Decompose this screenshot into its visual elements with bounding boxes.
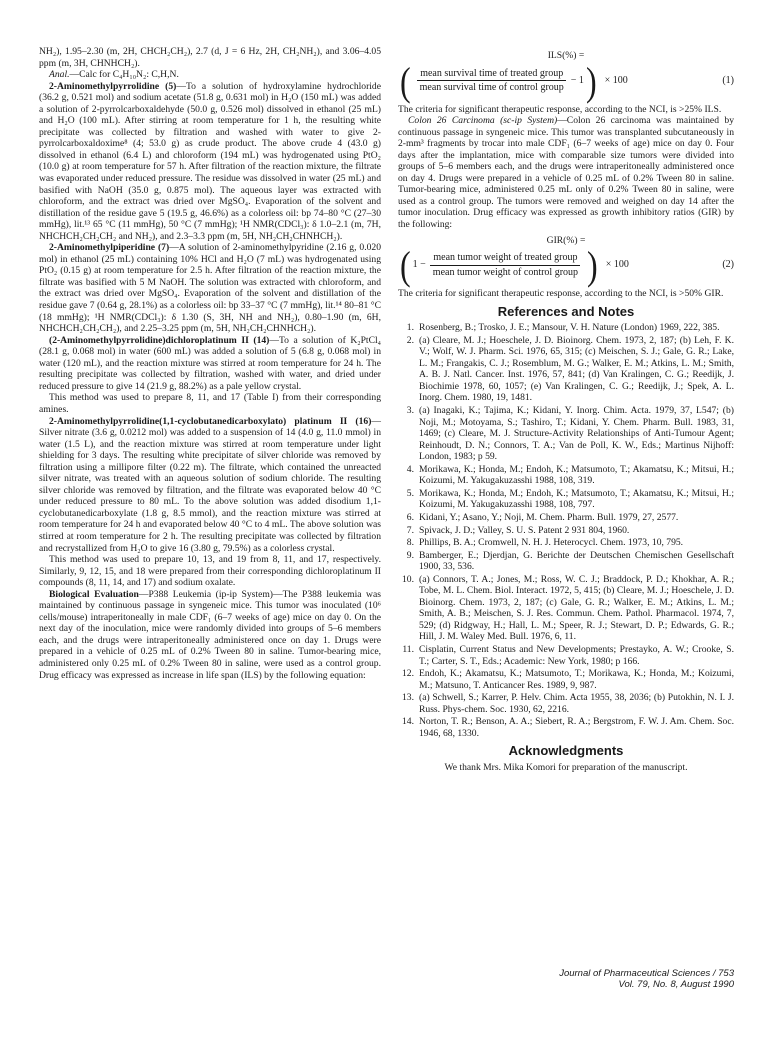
ils-equation-label: ILS(%) = xyxy=(547,50,585,61)
reference-text: Norton, T. R.; Benson, A. A.; Siebert, R. A.; Bergstrom, F. W. J. Am. Chem. Soc. 1946, 68, 1330. xyxy=(419,716,734,739)
gir-equation: ( 1 − $\frac{\text{mean tumor weight of treated group}}{\text{mean tumor weight of control group}}$ ) × 100 (2) xyxy=(400,242,734,288)
reference-number: 6. xyxy=(406,511,414,523)
reference-number: 2. xyxy=(406,334,414,346)
reference-number: 13. xyxy=(402,692,414,704)
gir-times-100: × 100 xyxy=(605,259,629,271)
reference-item xyxy=(398,405,734,463)
paragraph-heading: Biological Evaluation xyxy=(49,588,139,600)
left-column xyxy=(39,46,381,681)
paragraph-body: —A solution of 2-aminomethylpyridine (2.16 g, 0.020 mol) in ethanol (25 mL) containing 10% HCl and H₂O (7 mL) was hydrogenated using PtO₂ (0.15 g) at room temperature for 2.5 h. After filtration of the reaction mixture, the filtrate was basified with 5 M NaOH. The solution was extracted with chloroform, and the extract was dried over MgSO₄. Evaporation of the solvent and distillation of the residue gave 7 (0.64 g, 28.1%) as a colorless oil: bp 33–37 °C (7 mmHg), lit.¹⁴ 80–81 °C (18 mmHg); ¹H NMR(CDCl₃): δ 1.30 (S, 3H, NH and NH₂), 0.80–1.90 (m, 6H, NHCHCH₂CH₂CH₂), and 2.25–3.25 ppm (m, 5H, NH₂CH₂CHNHCH₂). xyxy=(39,242,381,335)
right-text-block-1 xyxy=(398,104,734,231)
reference-item xyxy=(398,537,734,549)
paragraph xyxy=(39,69,381,81)
reference-number: 4. xyxy=(406,463,414,475)
gir-equation-label: GIR(%) = xyxy=(546,234,586,246)
reference-number: 5. xyxy=(406,487,414,499)
reference-text: Morikawa, K.; Honda, M.; Endoh, K.; Matsumoto, T.; Akamatsu, K.; Mitsui, H.; Koizumi, M. Yakugakuzasshi 1988, 108, 319. xyxy=(419,463,734,487)
reference-item xyxy=(398,574,734,643)
reference-number: 11. xyxy=(402,643,414,655)
reference-number: 14. xyxy=(402,716,414,728)
paragraph-heading: Anal. xyxy=(49,69,70,81)
reference-number: 10. xyxy=(402,573,414,585)
references-list xyxy=(398,322,734,739)
ils-denominator: mean survival time of control group xyxy=(419,82,564,94)
paragraph xyxy=(39,589,381,681)
ils-minus-one: − 1 xyxy=(570,74,584,86)
reference-text: Cisplatin, Current Status and New Developments; Prestayko, A. W.; Crooke, S. T.; Carter, S. T., Eds.; Academic: New York, 1980; p 166. xyxy=(419,643,734,667)
reference-number: 3. xyxy=(406,405,414,417)
ils-times-100: × 100 xyxy=(604,74,628,86)
reference-text: Endoh, K.; Akamatsu, K.; Matsumoto, T.; Morikawa, K.; Honda, M.; Koizumi, M.; Matsuno, T. Anticancer Res. 1989, 9, 987. xyxy=(419,668,734,691)
reference-text: Kidani, Y.; Asano, Y.; Noji, M. Chem. Pharm. Bull. 1979, 27, 2577. xyxy=(419,511,679,523)
reference-item xyxy=(398,525,734,537)
paragraph-body: —P388 Leukemia (ip-ip System)—The P388 leukemia was maintained by continuous passage in syngeneic mice. This tumor was inoculated (10⁶ cells/mouse) intraperitoneally in male CDF₁ (6–7 weeks of age) mice on day 0. On the next day of the inoculation, mice were randomly divided into groups of 5–6 members each, and the drugs were intraperitoneally administered once on day 1. Drugs were prepared in a vehicle of 0.25 mL of 0.2% Tween 80 in saline. Tumor-bearing mice, administered only 0.25 mL of 0.2% Tween 80 in saline, were used as a control group. Drug efficacy was expressed as increase in life span (ILS) by the following equation: xyxy=(39,588,381,681)
reference-text: Morikawa, K.; Honda, M.; Endoh, K.; Matsumoto, T.; Akamatsu, K.; Mitsui, H.; Koizumi, M. Yakugakuzasshi 1988, 108, 797. xyxy=(419,487,734,511)
page-footer xyxy=(520,968,734,990)
paragraph xyxy=(39,242,381,334)
gir-numerator: mean tumor weight of treated group xyxy=(430,252,580,266)
ils-fraction xyxy=(417,68,567,94)
gir-criteria: The criteria for significant therapeutic response, according to the NCI, is >50% GIR. xyxy=(398,288,724,300)
reference-item xyxy=(398,464,734,487)
paragraph-body: —Silver nitrate (3.6 g, 0.0212 mol) was added to a suspension of 14 (4.0 g, 11.0 mmol) in water (1.5 L), and the reaction mixture was stirred at room temperature under light shielding for 3 days. The resulting white precipitate of silver chloride was removed by filtration using a millipore filter (0.22 m). The filtrate, which contained the unreacted silver nitrate, was treated with an aqueous solution of sodium chloride. The resulting silver chloride was removed by filtration, and the filtrate was evaporated below 40 °C under reduced pressure to 80 mL. To the above solution was added disodium 1,1-cyclobutanedicarboxylate (1.8 g, 8.5 mmol), and the reaction mixture was stirred at room temperature for 24 h and evaporated below 40 °C to 4 mL. The above solution was stirred at room temperature for 2 h. The resulting precipitate was collected by filtration and recrystallized from H₂O to give 16 (3.80 g, 79.5%) as a colorless crystal. xyxy=(39,415,381,554)
reference-item xyxy=(398,550,734,573)
reference-item xyxy=(398,692,734,715)
gir-equation-number: (2) xyxy=(722,259,734,271)
reference-text: Rosenberg, B.; Trosko, J. E.; Mansour, V. H. Nature (London) 1969, 222, 385. xyxy=(419,322,720,334)
reference-text: Phillips, B. A.; Cromwell, N. H. J. Heterocycl. Chem. 1973, 10, 795. xyxy=(419,537,684,549)
acknowledgments-text: We thank Mrs. Mika Komori for preparation of the manuscript. xyxy=(444,761,688,773)
reference-item xyxy=(398,668,734,691)
reference-number: 8. xyxy=(406,537,414,549)
reference-item xyxy=(398,512,734,524)
paragraph xyxy=(398,115,734,230)
paragraph-body: —To a solution of K₂PtCl₄ (28.1 g, 0.068 mol) in water (600 mL) was added a solution of 5 (6.8 g, 0.068 mol) in water (120 mL), and the reaction mixture was stirred at room temperature for 24 h. The resulting precipitate was collected by filtration, washed with water, and dried under reduced pressure to give 14 (21.9 g, 88.2%) as a pale yellow crystal. xyxy=(39,334,381,392)
paragraph xyxy=(39,81,381,243)
reference-number: 9. xyxy=(406,549,414,561)
paragraph-heading: Colon 26 Carcinoma (sc-ip System) xyxy=(408,115,558,127)
paragraph-heading: 2-Aminomethylpyrrolidine(1,1-cyclobutanedicarboxylato) platinum II (16) xyxy=(49,415,372,427)
ils-equation: ( $\frac{\text{mean survival time of treated group}}{\text{mean survival time of control group}}$ − 1 ) × 100 (1) xyxy=(400,58,734,104)
paragraph xyxy=(39,416,381,555)
references-heading: References and Notes xyxy=(497,303,635,319)
reference-text: Spivack, J. D.; Valley, S. U. S. Patent 2 931 804, 1960. xyxy=(419,524,630,536)
paragraph xyxy=(39,335,381,393)
gir-denominator: mean tumor weight of control group xyxy=(432,266,579,278)
paragraph-heading: 2-Aminomethylpyrrolidine (5) xyxy=(49,80,177,92)
ils-equation-number: (1) xyxy=(722,74,734,86)
reference-number: 7. xyxy=(406,524,414,536)
paragraph: This method was used to prepare 8, 11, and 17 (Table I) from their corresponding amines. xyxy=(39,392,381,415)
reference-item xyxy=(398,335,734,404)
paragraph-body: —Calc for C₄H₁₀N₂: C,H,N. xyxy=(69,69,179,81)
paragraph-heading: 2-Aminomethylpiperidine (7) xyxy=(49,242,170,254)
right-column xyxy=(398,46,734,773)
acknowledgments-heading: Acknowledgments xyxy=(508,743,624,759)
volume-issue: Vol. 79, No. 8, August 1990 xyxy=(618,979,734,990)
reference-text: (a) Schwell, S.; Karrer, P. Helv. Chim. Acta 1955, 38, 2036; (b) Putokhin, N. I. J. Russ. Phys-chem. Soc. 1930, 62, 2216. xyxy=(419,692,734,715)
gir-one-minus: 1 − xyxy=(412,259,426,271)
reference-text: (a) Connors, T. A.; Jones, M.; Ross, W. C. J.; Braddock, P. D.; Khokhar, A. R.; Tobe, M. L. Chem. Biol. Interact. 1972, 5, 415; (b) Cleare, M. J.; Hoeschele, J. D. Bioinorg. Chem. 1973, 2, 187; (c) Gale, G. R.; Walker, E. M.; Atkins, L. M.; Smith, A. B.; Meischen, S. J. Res. Commun. Chem. Pathol. Pharmacol. 1974, 7, 529; (d) Ridgway, H.; Hall, L. M.; Speer, R. J.; Stewart, D. P.; Edwards, G. R.; Hill, J. M. Waley Med. Bull. 1976, 6, 11. xyxy=(419,573,734,643)
ils-numerator: mean survival time of treated group xyxy=(417,68,566,82)
reference-number: 12. xyxy=(402,668,414,680)
paragraph: The criteria for significant therapeutic response, according to the NCI, is >25% ILS. xyxy=(398,103,722,115)
paragraph: NH₂), 1.95–2.30 (m, 2H, CHCH₂CH₂), 2.7 (d, J = 6 Hz, 2H, CH₂NH₂), and 3.06–4.05 ppm (m, 3H, CHNHCH₂). xyxy=(39,46,381,69)
reference-text: (a) Cleare, M. J.; Hoeschele, J. D. Bioinorg. Chem. 1973, 2, 187; (b) Leh, F. K. V.; Wolf, W. J. Pharm. Sci. 1976, 65, 315; (c) Meischen, S. J.; Gale, G. R.; Lake, L. M.; Frangakis, C. J.; Rosemblum, M. G.; Walker, E. M.; Atkins, L. M.; Smith, A. B. J. Natl. Cancer. Inst. 1976, 57, 841; (d) Van Kralingen, C. G.; Reedijk, J. Biochimie 1978, 60, 1057; (e) Van Kralingen, C. G.; Reedijk, J.; Spek, A. L. Inorg. Chem. 1980, 19, 1481. xyxy=(419,334,734,404)
reference-text: Bamberger, E.; Djerdjan, G. Berichte der Deutschen Chemischen Gesellschaft 1900, 33, 536. xyxy=(419,549,734,573)
paragraph-heading: (2-Aminomethylpyrrolidine)dichloroplatinum II (14) xyxy=(49,334,270,346)
paragraph-body: —To a solution of hydroxylamine hydrochloride (36.2 g, 0.521 mol) and sodium acetate (51.8 g, 0.631 mol) in H₂O (150 mL) was added a solution of 2-pyrrolcarboxaldehyde (50.0 g, 0.526 mol) dissolved in ethanol (25 mL) and H₂O (100 mL). After stirring at room temperature for 1 h, the resulting white precipitate was collected by filtration and washed with water to give 2-pyrrolcarboxaldoxime⁸ (4; 53.0 g) as crude product. The above crude 4 (43.0 g) dissolved in ethanol (6.4 L) and chloroform (194 mL) was hydrogenated using PtO₂ (10.0 g) at room temperature for 57 h. After filtration of the reaction mixture, the filtrate was evaporated under reduced pressure. The residue was dissolved in water (25 mL) and basified with NaOH (35.0 g, 0.875 mol). The aqueous layer was extracted with chloroform, and the extract was dried over MgSO₄. Evaporation of the solvent and distillation of the residue gave 5 (19.5 g, 46.6%) as a colorless oil: bp 74–80 °C (27–30 mmHg), lit.¹³ 65 °C (11 mmHg), 50 °C (7 mmHg); ¹H NMR(CDCl₃): δ 1.0–2.1 (m, 7H, NHCHCH₂CH₂CH₂ and NH₂), and 2.3–3.3 ppm (m, 5H, NH₂CH₂CHNHCH₂). xyxy=(39,80,381,242)
journal-name-page: Journal of Pharmaceutical Sciences / 753 xyxy=(559,968,734,979)
reference-item xyxy=(398,644,734,667)
reference-item xyxy=(398,716,734,739)
paragraph-body: —Colon 26 carcinoma was maintained by continuous passage in syngeneic mice. This tumor was transplanted subcutaneously in 2-mm³ fragments by trocar into male CDF₁ (6–7 weeks of age) mice on day 0. Four days after the implantation, mice with comparable size tumors were divided into groups of 5–6 members each, and the drugs were intraperitoneally administered once on day 4. Drugs were prepared in a vehicle of 0.25 mL of 0.2% Tween 80 in saline. Tumor-bearing mice, administered 0.25 mL only of 0.2% Tween 80 in saline, were used as a control group. The tumors were removed and weighed on day 14 after the tumor inoculation. Drug efficacy was expressed as growth inhibitory ratios (GIR) by the following: xyxy=(398,115,734,231)
reference-text: (a) Inagaki, K.; Tajima, K.; Kidani, Y. Inorg. Chim. Acta. 1979, 37, L547; (b) Noji, M.; Motoyama, S.; Tashiro, T.; Kidani, Y. Chem. Pharm. Bull. 1983, 31, 1469; (c) Cleare, M. J. Structure-Activity Relationships of Anti-Tumour Agent; Reinhoudt, D. N.; Connors, T. A.; Van de Poll, K. W., Eds.; Martinus Nijhoff: London, 1983; p 59. xyxy=(419,405,734,463)
paragraph: This method was used to prepare 10, 13, and 19 from 8, 11, and 17, respectively. Similarly, 9, 12, 15, and 18 were prepared from their corresponding dichloroplatinum II compounds (8, 11, 14, and 17) and sodium oxalate. xyxy=(39,554,381,589)
reference-item xyxy=(398,322,734,334)
reference-number: 1. xyxy=(406,322,414,334)
reference-item xyxy=(398,488,734,511)
gir-fraction xyxy=(430,252,581,278)
